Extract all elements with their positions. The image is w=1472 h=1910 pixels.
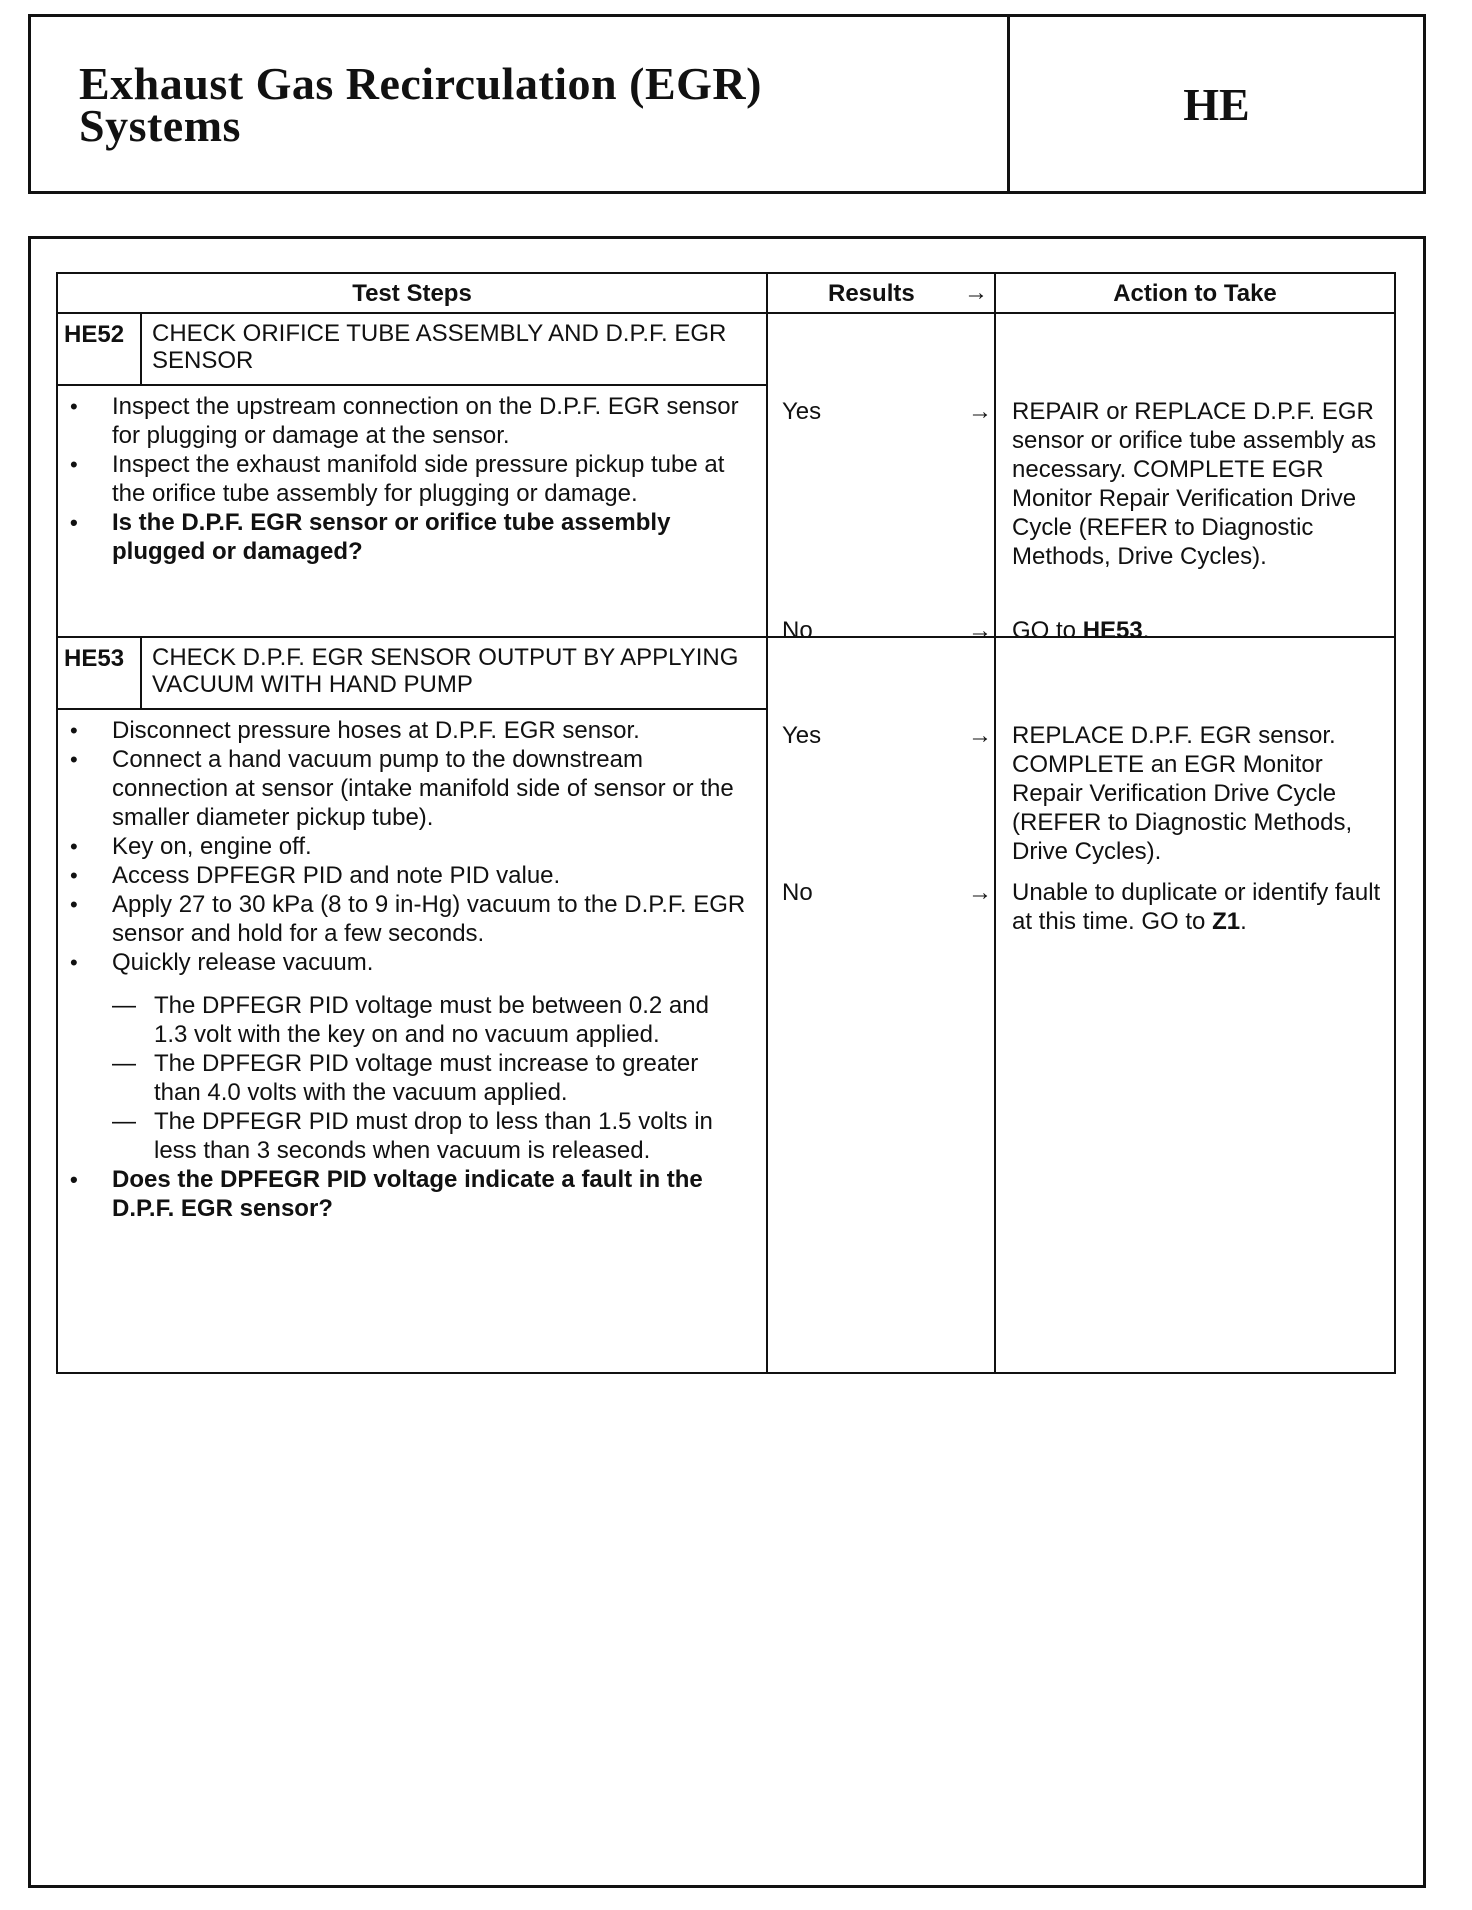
action-no-he53-target: Z1 — [1212, 908, 1241, 935]
col-header-action: Action to Take — [995, 273, 1395, 313]
actions-he52 — [995, 313, 1395, 644]
table-header-row — [57, 273, 1395, 313]
step-he53-sub-1: — The DPFEGR PID voltage must be between 0.2 and 1.3 volt with the key on and no vacuum applied. — [154, 991, 746, 1049]
action-no-he53-suffix: . — [1240, 908, 1247, 935]
step-he53-item-6 — [112, 948, 746, 1165]
test-steps-table — [56, 272, 1396, 1374]
section-title-line2: Systems — [79, 100, 241, 151]
step-title-he53: CHECK D.P.F. EGR SENSOR OUTPUT BY APPLYING VACUUM WITH HAND PUMP — [141, 637, 767, 709]
section-code: HE — [1183, 78, 1250, 130]
col-header-results — [767, 273, 995, 313]
step-he52-question: • Is the D.P.F. EGR sensor or orifice tube assembly plugged or damaged? — [112, 508, 746, 566]
col-header-results-label: Results — [828, 279, 915, 307]
result-no-he53: No — [782, 879, 813, 906]
step-he53-question: • Does the DPFEGR PID voltage indicate a fault in the D.P.F. EGR sensor? — [112, 1165, 746, 1223]
step-he53-item-3: • Key on, engine off. — [112, 832, 746, 861]
step-he53-item-4: • Access DPFEGR PID and note PID value. — [112, 861, 746, 890]
step-he53-item-2: • Connect a hand vacuum pump to the downstream connection at sensor (intake manifold side of sensor or the smaller diameter pickup tube). — [112, 745, 746, 832]
arrow-icon: → — [968, 617, 992, 644]
step-he53-title-row — [57, 637, 1395, 709]
page-header — [28, 14, 1426, 194]
arrow-icon: → — [968, 722, 992, 749]
step-he52-title-row — [57, 313, 1395, 385]
arrow-icon: → — [964, 279, 988, 306]
col-header-test-steps: Test Steps — [57, 273, 767, 313]
result-yes-he52: Yes — [782, 398, 822, 425]
result-no-he52: No — [782, 617, 813, 644]
action-no-he52-prefix: GO to — [1012, 617, 1083, 644]
section-title — [31, 17, 1010, 191]
results-he53 — [767, 637, 995, 1373]
step-he53-item-6-text: Quickly release vacuum. — [112, 949, 374, 976]
action-yes-he52: REPAIR or REPLACE D.P.F. EGR sensor or orifice tube assembly as necessary. COMPLETE EGR Monitor Repair Verification Drive Cycle (REFER to Diagnostic Methods, Drive Cycles). — [1012, 398, 1377, 570]
step-he53-item-1: • Disconnect pressure hoses at D.P.F. EGR sensor. — [112, 716, 746, 745]
step-body-he52 — [57, 385, 767, 637]
action-no-he52-suffix: . — [1142, 617, 1150, 644]
step-he52-item-2: • Inspect the exhaust manifold side pressure pickup tube at the orifice tube assembly for plugging or damage. — [112, 450, 746, 508]
arrow-icon: → — [968, 879, 992, 906]
result-yes-he53: Yes — [782, 722, 822, 749]
step-he52-item-1: • Inspect the upstream connection on the D.P.F. EGR sensor for plugging or damage at the sensor. — [112, 392, 746, 450]
action-no-he53-prefix: Unable to duplicate or identify fault at this time. GO to — [1012, 879, 1381, 935]
arrow-icon: → — [968, 398, 992, 425]
actions-he53 — [995, 637, 1395, 1373]
action-no-he52-target: HE53 — [1082, 617, 1143, 644]
step-he53-sub-2: — The DPFEGR PID voltage must increase to greater than 4.0 volts with the vacuum applied. — [154, 1049, 746, 1107]
step-id-he52: HE52 — [57, 313, 141, 385]
action-no-he53 — [1012, 878, 1386, 936]
results-he52 — [767, 313, 995, 644]
step-body-he53 — [57, 709, 767, 1373]
step-he53-sub-3: — The DPFEGR PID must drop to less than 1.5 volts in less than 3 seconds when vacuum is released. — [154, 1107, 746, 1165]
action-yes-he53: REPLACE D.P.F. EGR sensor. COMPLETE an EGR Monitor Repair Verification Drive Cycle (REFER to Diagnostic Methods, Drive Cycles). — [1012, 722, 1353, 865]
section-title-line1: Exhaust Gas Recirculation (EGR) — [79, 58, 762, 109]
step-title-he52: CHECK ORIFICE TUBE ASSEMBLY AND D.P.F. EGR SENSOR — [141, 313, 767, 385]
step-he53-item-5: • Apply 27 to 30 kPa (8 to 9 in-Hg) vacuum to the D.P.F. EGR sensor and hold for a few seconds. — [112, 890, 746, 948]
step-id-he53: HE53 — [57, 637, 141, 709]
